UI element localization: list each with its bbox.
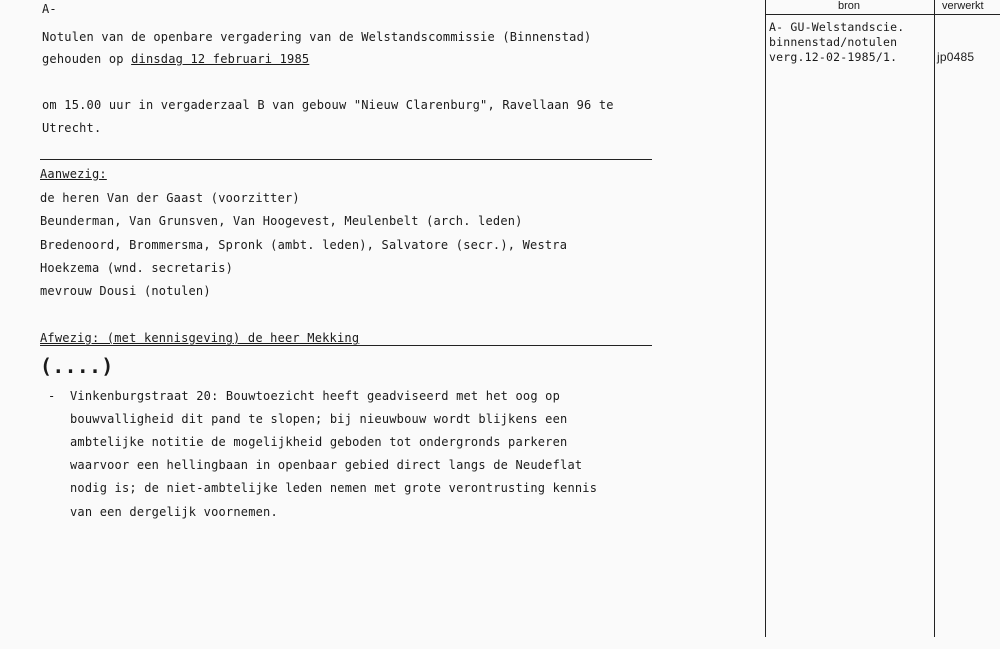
omission-marker: (....) [40, 354, 114, 378]
item-line: nodig is; de niet-ambtelijke leden nemen met grote verontrusting kennis [70, 481, 598, 495]
item-line: ambtelijke notitie de mogelijkheid geboden tot ondergronds parkeren [70, 435, 568, 449]
bron-header: bron [838, 0, 861, 12]
divider-1 [40, 159, 652, 160]
place-line-1: om 15.00 uur in vergaderzaal B van gebouw "Nieuw Clarenburg", Ravellaan 96 te [42, 98, 614, 112]
top-label: A- [42, 2, 57, 16]
bron-line: verg.12-02-1985/1. [769, 50, 898, 64]
bullet-dash: - [48, 389, 56, 403]
verwerkt-header: verwerkt [942, 0, 984, 12]
present-line: Hoekzema (wnd. secretaris) [40, 261, 234, 275]
bron-line: binnenstad/notulen [769, 35, 898, 49]
item-line: Vinkenburgstraat 20: Bouwtoezicht heeft geadviseerd met het oog op [70, 389, 561, 403]
present-line: mevrouw Dousi (notulen) [40, 284, 211, 298]
present-heading: Aanwezig: [40, 167, 107, 181]
title-line-1: Notulen van de openbare vergadering van de Welstandscommissie (Binnenstad) [42, 30, 592, 44]
present-line: Bredenoord, Brommersma, Spronk (ambt. leden), Salvatore (secr.), Westra [40, 238, 568, 252]
present-line: Beunderman, Van Grunsven, Van Hoogevest, Meulenbelt (arch. leden) [40, 214, 523, 228]
title-prefix: gehouden op [42, 52, 132, 66]
place-line-2: Utrecht. [42, 121, 102, 135]
title-line-2 [42, 52, 309, 66]
verwerkt-value: jp0485 [937, 50, 975, 64]
margin-column-divider [934, 0, 935, 637]
meeting-date: dinsdag 12 februari 1985 [131, 52, 310, 66]
item-line: bouwvalligheid dit pand te slopen; bij nieuwbouw wordt blijkens een [70, 412, 568, 426]
bron-line: A- GU-Welstandscie. [769, 20, 905, 34]
present-line: de heren Van der Gaast (voorzitter) [40, 191, 300, 205]
absent-line: Afwezig: (met kennisgeving) de heer Mekking [40, 331, 360, 345]
margin-header-rule [765, 14, 1000, 15]
divider-2 [40, 345, 652, 346]
margin-left-border [765, 0, 766, 637]
item-line: waarvoor een hellingbaan in openbaar gebied direct langs de Neudeflat [70, 458, 583, 472]
item-line: van een dergelijk voornemen. [70, 505, 278, 519]
